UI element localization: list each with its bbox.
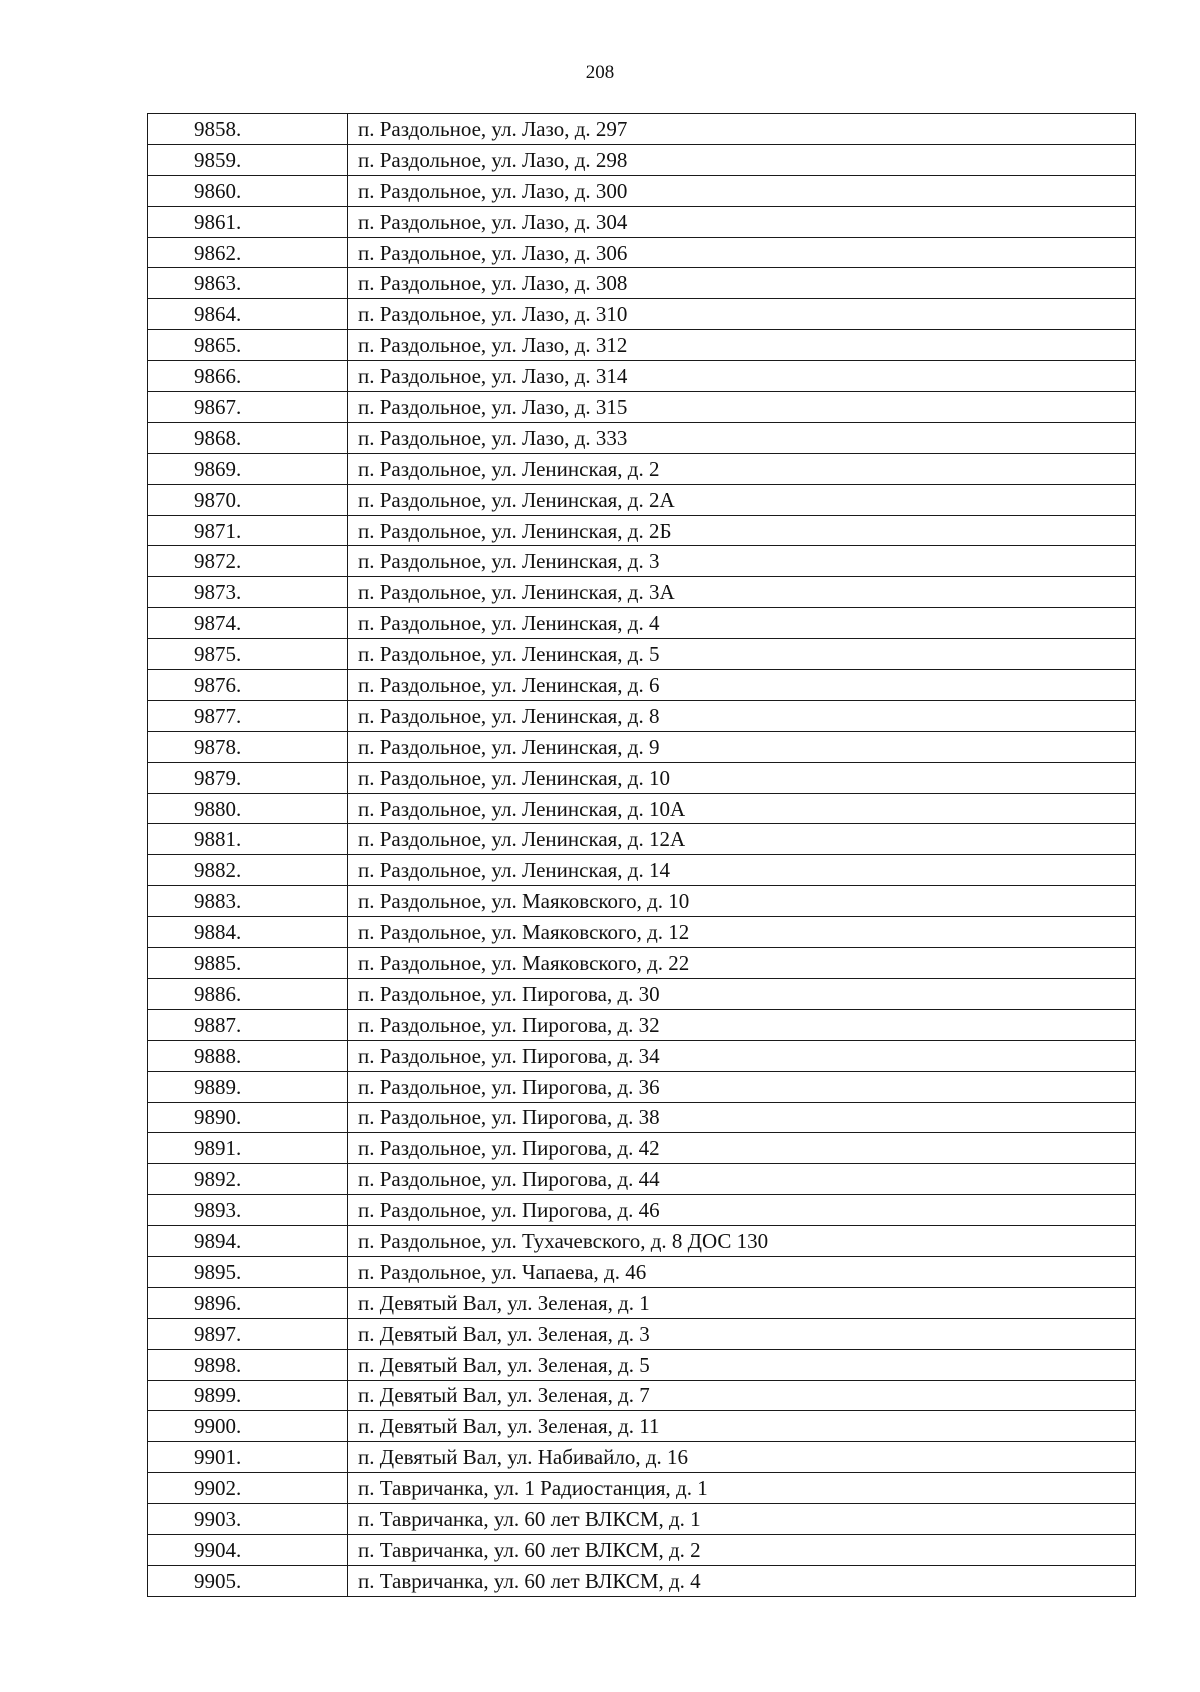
row-address: п. Раздольное, ул. Ленинская, д. 4 bbox=[348, 608, 1136, 639]
table-row bbox=[148, 1504, 1136, 1535]
row-address: п. Девятый Вал, ул. Зеленая, д. 11 bbox=[348, 1411, 1136, 1442]
table-body bbox=[148, 114, 1136, 1597]
row-number: 9905. bbox=[148, 1565, 348, 1596]
table-row bbox=[148, 1565, 1136, 1596]
row-number: 9894. bbox=[148, 1226, 348, 1257]
row-number: 9881. bbox=[148, 824, 348, 855]
row-address: п. Раздольное, ул. Лазо, д. 310 bbox=[348, 299, 1136, 330]
table-row bbox=[148, 824, 1136, 855]
row-number: 9867. bbox=[148, 392, 348, 423]
row-number: 9884. bbox=[148, 917, 348, 948]
table-row bbox=[148, 978, 1136, 1009]
table-row bbox=[148, 1534, 1136, 1565]
row-address: п. Раздольное, ул. Лазо, д. 308 bbox=[348, 268, 1136, 299]
table-row bbox=[148, 484, 1136, 515]
table-row bbox=[148, 453, 1136, 484]
row-number: 9860. bbox=[148, 175, 348, 206]
row-address: п. Раздольное, ул. Лазо, д. 312 bbox=[348, 330, 1136, 361]
table-row bbox=[148, 948, 1136, 979]
row-address: п. Тавричанка, ул. 60 лет ВЛКСМ, д. 4 bbox=[348, 1565, 1136, 1596]
row-number: 9869. bbox=[148, 453, 348, 484]
table-row bbox=[148, 886, 1136, 917]
table-row bbox=[148, 515, 1136, 546]
table-row bbox=[148, 1380, 1136, 1411]
table-row bbox=[148, 1473, 1136, 1504]
row-number: 9901. bbox=[148, 1442, 348, 1473]
row-number: 9904. bbox=[148, 1534, 348, 1565]
row-address: п. Раздольное, ул. Лазо, д. 333 bbox=[348, 422, 1136, 453]
row-number: 9863. bbox=[148, 268, 348, 299]
row-address: п. Раздольное, ул. Ленинская, д. 12А bbox=[348, 824, 1136, 855]
table-row bbox=[148, 793, 1136, 824]
row-number: 9896. bbox=[148, 1287, 348, 1318]
row-number: 9891. bbox=[148, 1133, 348, 1164]
table-row bbox=[148, 1133, 1136, 1164]
row-number: 9865. bbox=[148, 330, 348, 361]
row-address: п. Тавричанка, ул. 60 лет ВЛКСМ, д. 1 bbox=[348, 1504, 1136, 1535]
table-row bbox=[148, 577, 1136, 608]
row-number: 9874. bbox=[148, 608, 348, 639]
row-number: 9872. bbox=[148, 546, 348, 577]
row-number: 9866. bbox=[148, 361, 348, 392]
row-number: 9885. bbox=[148, 948, 348, 979]
table-row bbox=[148, 1256, 1136, 1287]
row-address: п. Раздольное, ул. Лазо, д. 300 bbox=[348, 175, 1136, 206]
row-number: 9888. bbox=[148, 1040, 348, 1071]
row-address: п. Раздольное, ул. Ленинская, д. 9 bbox=[348, 731, 1136, 762]
row-number: 9861. bbox=[148, 206, 348, 237]
row-number: 9890. bbox=[148, 1102, 348, 1133]
row-address: п. Раздольное, ул. Пирогова, д. 30 bbox=[348, 978, 1136, 1009]
row-address: п. Раздольное, ул. Ленинская, д. 2 bbox=[348, 453, 1136, 484]
row-number: 9862. bbox=[148, 237, 348, 268]
row-address: п. Девятый Вал, ул. Зеленая, д. 7 bbox=[348, 1380, 1136, 1411]
table-row bbox=[148, 670, 1136, 701]
table-row bbox=[148, 361, 1136, 392]
row-address: п. Раздольное, ул. Пирогова, д. 36 bbox=[348, 1071, 1136, 1102]
table-row bbox=[148, 1071, 1136, 1102]
row-number: 9887. bbox=[148, 1009, 348, 1040]
page-number: 208 bbox=[585, 62, 615, 83]
table-row bbox=[148, 1226, 1136, 1257]
address-registry-table bbox=[147, 113, 1136, 1597]
row-address: п. Раздольное, ул. Лазо, д. 306 bbox=[348, 237, 1136, 268]
row-number: 9900. bbox=[148, 1411, 348, 1442]
table-row bbox=[148, 206, 1136, 237]
row-address: п. Раздольное, ул. Ленинская, д. 3 bbox=[348, 546, 1136, 577]
table-row bbox=[148, 1164, 1136, 1195]
table-row bbox=[148, 1349, 1136, 1380]
row-number: 9876. bbox=[148, 670, 348, 701]
row-address: п. Раздольное, ул. Лазо, д. 304 bbox=[348, 206, 1136, 237]
row-address: п. Девятый Вал, ул. Зеленая, д. 1 bbox=[348, 1287, 1136, 1318]
table-row bbox=[148, 1195, 1136, 1226]
table-row bbox=[148, 422, 1136, 453]
table-row bbox=[148, 1102, 1136, 1133]
row-number: 9898. bbox=[148, 1349, 348, 1380]
row-address: п. Раздольное, ул. Ленинская, д. 14 bbox=[348, 855, 1136, 886]
table-row bbox=[148, 700, 1136, 731]
row-address: п. Раздольное, ул. Лазо, д. 297 bbox=[348, 114, 1136, 145]
row-number: 9902. bbox=[148, 1473, 348, 1504]
row-address: п. Тавричанка, ул. 1 Радиостанция, д. 1 bbox=[348, 1473, 1136, 1504]
row-address: п. Раздольное, ул. Маяковского, д. 22 bbox=[348, 948, 1136, 979]
row-number: 9886. bbox=[148, 978, 348, 1009]
row-address: п. Раздольное, ул. Ленинская, д. 5 bbox=[348, 639, 1136, 670]
row-address: п. Раздольное, ул. Пирогова, д. 38 bbox=[348, 1102, 1136, 1133]
table-row bbox=[148, 731, 1136, 762]
table-row bbox=[148, 917, 1136, 948]
row-address: п. Раздольное, ул. Лазо, д. 315 bbox=[348, 392, 1136, 423]
row-number: 9875. bbox=[148, 639, 348, 670]
row-address: п. Раздольное, ул. Ленинская, д. 3А bbox=[348, 577, 1136, 608]
row-address: п. Раздольное, ул. Лазо, д. 314 bbox=[348, 361, 1136, 392]
row-number: 9892. bbox=[148, 1164, 348, 1195]
table-row bbox=[148, 1411, 1136, 1442]
row-address: п. Раздольное, ул. Пирогова, д. 46 bbox=[348, 1195, 1136, 1226]
table-row bbox=[148, 608, 1136, 639]
row-number: 9893. bbox=[148, 1195, 348, 1226]
row-number: 9864. bbox=[148, 299, 348, 330]
table-row bbox=[148, 175, 1136, 206]
table-row bbox=[148, 1009, 1136, 1040]
row-number: 9858. bbox=[148, 114, 348, 145]
row-address: п. Раздольное, ул. Ленинская, д. 8 bbox=[348, 700, 1136, 731]
row-address: п. Девятый Вал, ул. Зеленая, д. 3 bbox=[348, 1318, 1136, 1349]
row-address: п. Раздольное, ул. Ленинская, д. 2Б bbox=[348, 515, 1136, 546]
row-number: 9882. bbox=[148, 855, 348, 886]
table-row bbox=[148, 330, 1136, 361]
row-number: 9873. bbox=[148, 577, 348, 608]
row-address: п. Раздольное, ул. Ленинская, д. 10А bbox=[348, 793, 1136, 824]
table-row bbox=[148, 268, 1136, 299]
table-row bbox=[148, 1442, 1136, 1473]
row-address: п. Раздольное, ул. Лазо, д. 298 bbox=[348, 144, 1136, 175]
table-row bbox=[148, 1318, 1136, 1349]
row-address: п. Раздольное, ул. Чапаева, д. 46 bbox=[348, 1256, 1136, 1287]
row-number: 9878. bbox=[148, 731, 348, 762]
row-address: п. Раздольное, ул. Пирогова, д. 32 bbox=[348, 1009, 1136, 1040]
table-row bbox=[148, 1040, 1136, 1071]
row-number: 9895. bbox=[148, 1256, 348, 1287]
row-number: 9870. bbox=[148, 484, 348, 515]
row-number: 9889. bbox=[148, 1071, 348, 1102]
row-address: п. Раздольное, ул. Пирогова, д. 42 bbox=[348, 1133, 1136, 1164]
row-number: 9868. bbox=[148, 422, 348, 453]
row-number: 9877. bbox=[148, 700, 348, 731]
row-address: п. Раздольное, ул. Пирогова, д. 44 bbox=[348, 1164, 1136, 1195]
row-address: п. Девятый Вал, ул. Набивайло, д. 16 bbox=[348, 1442, 1136, 1473]
table-row bbox=[148, 1287, 1136, 1318]
table-row bbox=[148, 299, 1136, 330]
row-address: п. Тавричанка, ул. 60 лет ВЛКСМ, д. 2 bbox=[348, 1534, 1136, 1565]
row-address: п. Раздольное, ул. Маяковского, д. 12 bbox=[348, 917, 1136, 948]
row-number: 9897. bbox=[148, 1318, 348, 1349]
row-address: п. Раздольное, ул. Пирогова, д. 34 bbox=[348, 1040, 1136, 1071]
row-number: 9903. bbox=[148, 1504, 348, 1535]
table-row bbox=[148, 392, 1136, 423]
row-number: 9880. bbox=[148, 793, 348, 824]
row-address: п. Раздольное, ул. Маяковского, д. 10 bbox=[348, 886, 1136, 917]
table-row bbox=[148, 546, 1136, 577]
table-row bbox=[148, 114, 1136, 145]
row-address: п. Раздольное, ул. Ленинская, д. 6 bbox=[348, 670, 1136, 701]
table-row bbox=[148, 762, 1136, 793]
row-number: 9899. bbox=[148, 1380, 348, 1411]
row-number: 9871. bbox=[148, 515, 348, 546]
table-row bbox=[148, 237, 1136, 268]
row-address: п. Раздольное, ул. Ленинская, д. 10 bbox=[348, 762, 1136, 793]
row-number: 9879. bbox=[148, 762, 348, 793]
table-row bbox=[148, 144, 1136, 175]
row-address: п. Раздольное, ул. Тухачевского, д. 8 ДОС 130 bbox=[348, 1226, 1136, 1257]
row-number: 9859. bbox=[148, 144, 348, 175]
table-row bbox=[148, 855, 1136, 886]
table-row bbox=[148, 639, 1136, 670]
row-number: 9883. bbox=[148, 886, 348, 917]
row-address: п. Раздольное, ул. Ленинская, д. 2А bbox=[348, 484, 1136, 515]
row-address: п. Девятый Вал, ул. Зеленая, д. 5 bbox=[348, 1349, 1136, 1380]
